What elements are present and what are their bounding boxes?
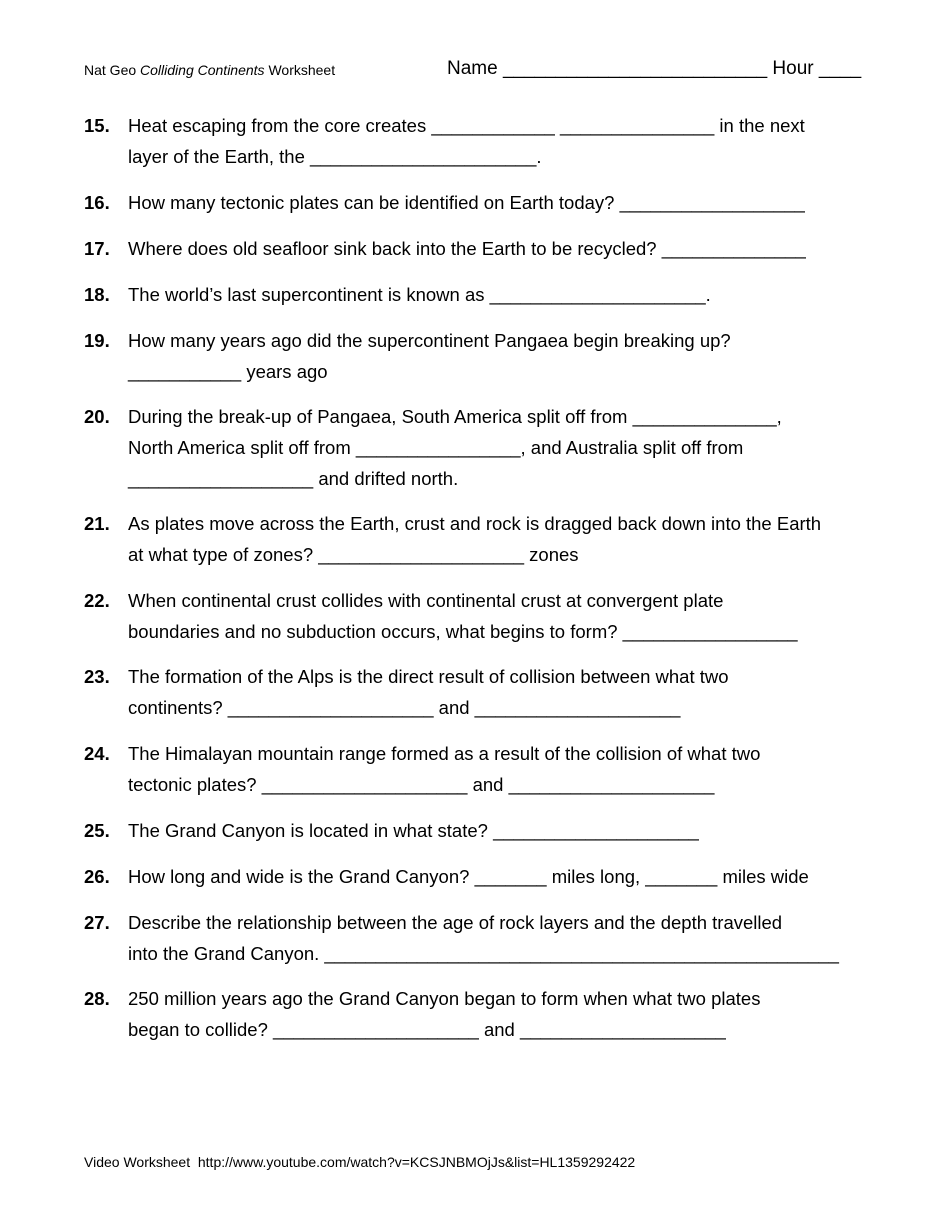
question-number: 17. <box>84 238 110 259</box>
question-text: The formation of the Alps is the direct result of collision between what two continents? ____________________ and ____________________ <box>128 666 729 718</box>
worksheet-title <box>84 62 335 78</box>
question-number: 24. <box>84 743 110 764</box>
question-22 <box>84 585 884 647</box>
question-number: 25. <box>84 820 110 841</box>
question-number: 23. <box>84 666 110 687</box>
question-text: As plates move across the Earth, crust and rock is dragged back down into the Earth at what type of zones? ____________________ zones <box>128 513 822 565</box>
question-number: 19. <box>84 330 110 351</box>
question-23 <box>84 661 884 723</box>
question-28 <box>84 983 884 1045</box>
question-text: When continental crust collides with continental crust at convergent plate boundaries and no subduction occurs, what begins to form? _________________ <box>128 590 798 642</box>
title-italic: Colliding Continents <box>140 62 265 78</box>
question-text: During the break-up of Pangaea, South America split off from ______________, North America split off from ________________, and Australia split off from __________________ and drifted north. <box>128 406 782 489</box>
question-number: 26. <box>84 866 110 887</box>
question-17 <box>84 233 884 264</box>
title-prefix: Nat Geo <box>84 62 141 78</box>
question-number: 20. <box>84 406 110 427</box>
question-27 <box>84 907 884 969</box>
question-number: 21. <box>84 513 110 534</box>
title-suffix: Worksheet <box>264 62 336 78</box>
question-number: 27. <box>84 912 110 933</box>
question-25 <box>84 815 884 846</box>
question-text: The world’s last supercontinent is known as _____________________. <box>128 284 711 305</box>
question-text: How long and wide is the Grand Canyon? _______ miles long, _______ miles wide <box>128 866 809 887</box>
question-19 <box>84 325 884 387</box>
question-21 <box>84 508 884 570</box>
question-text: How many years ago did the supercontinent Pangaea begin breaking up? ___________ years ago <box>128 330 731 382</box>
question-18 <box>84 279 884 310</box>
question-26 <box>84 861 884 892</box>
question-number: 22. <box>84 590 110 611</box>
question-text: Heat escaping from the core creates ____________ _______________ in the next layer of the Earth, the ______________________. <box>128 115 805 167</box>
question-24 <box>84 738 884 800</box>
question-text: Where does old seafloor sink back into the Earth to be recycled? ______________ <box>128 238 806 259</box>
name-hour-field: Name _________________________ Hour ____ <box>447 58 862 79</box>
question-number: 16. <box>84 192 110 213</box>
question-text: Describe the relationship between the age of rock layers and the depth travelled into the Grand Canyon. __________________________________________________ <box>128 912 839 964</box>
question-text: 250 million years ago the Grand Canyon began to form when what two plates began to collide? ____________________ and ____________________ <box>128 988 761 1040</box>
question-text: The Himalayan mountain range formed as a result of the collision of what two tectonic plates? ____________________ and ____________________ <box>128 743 761 795</box>
question-number: 15. <box>84 115 110 136</box>
question-number: 28. <box>84 988 110 1009</box>
question-20 <box>84 401 884 494</box>
video-link-footer: Video Worksheet http://www.youtube.com/watch?v=KCSJNBMOjJs&list=HL1359292422 <box>84 1154 636 1170</box>
question-15 <box>84 110 884 172</box>
question-text: The Grand Canyon is located in what state? ____________________ <box>128 820 699 841</box>
question-text: How many tectonic plates can be identified on Earth today? __________________ <box>128 192 805 213</box>
question-number: 18. <box>84 284 110 305</box>
question-16 <box>84 187 884 218</box>
